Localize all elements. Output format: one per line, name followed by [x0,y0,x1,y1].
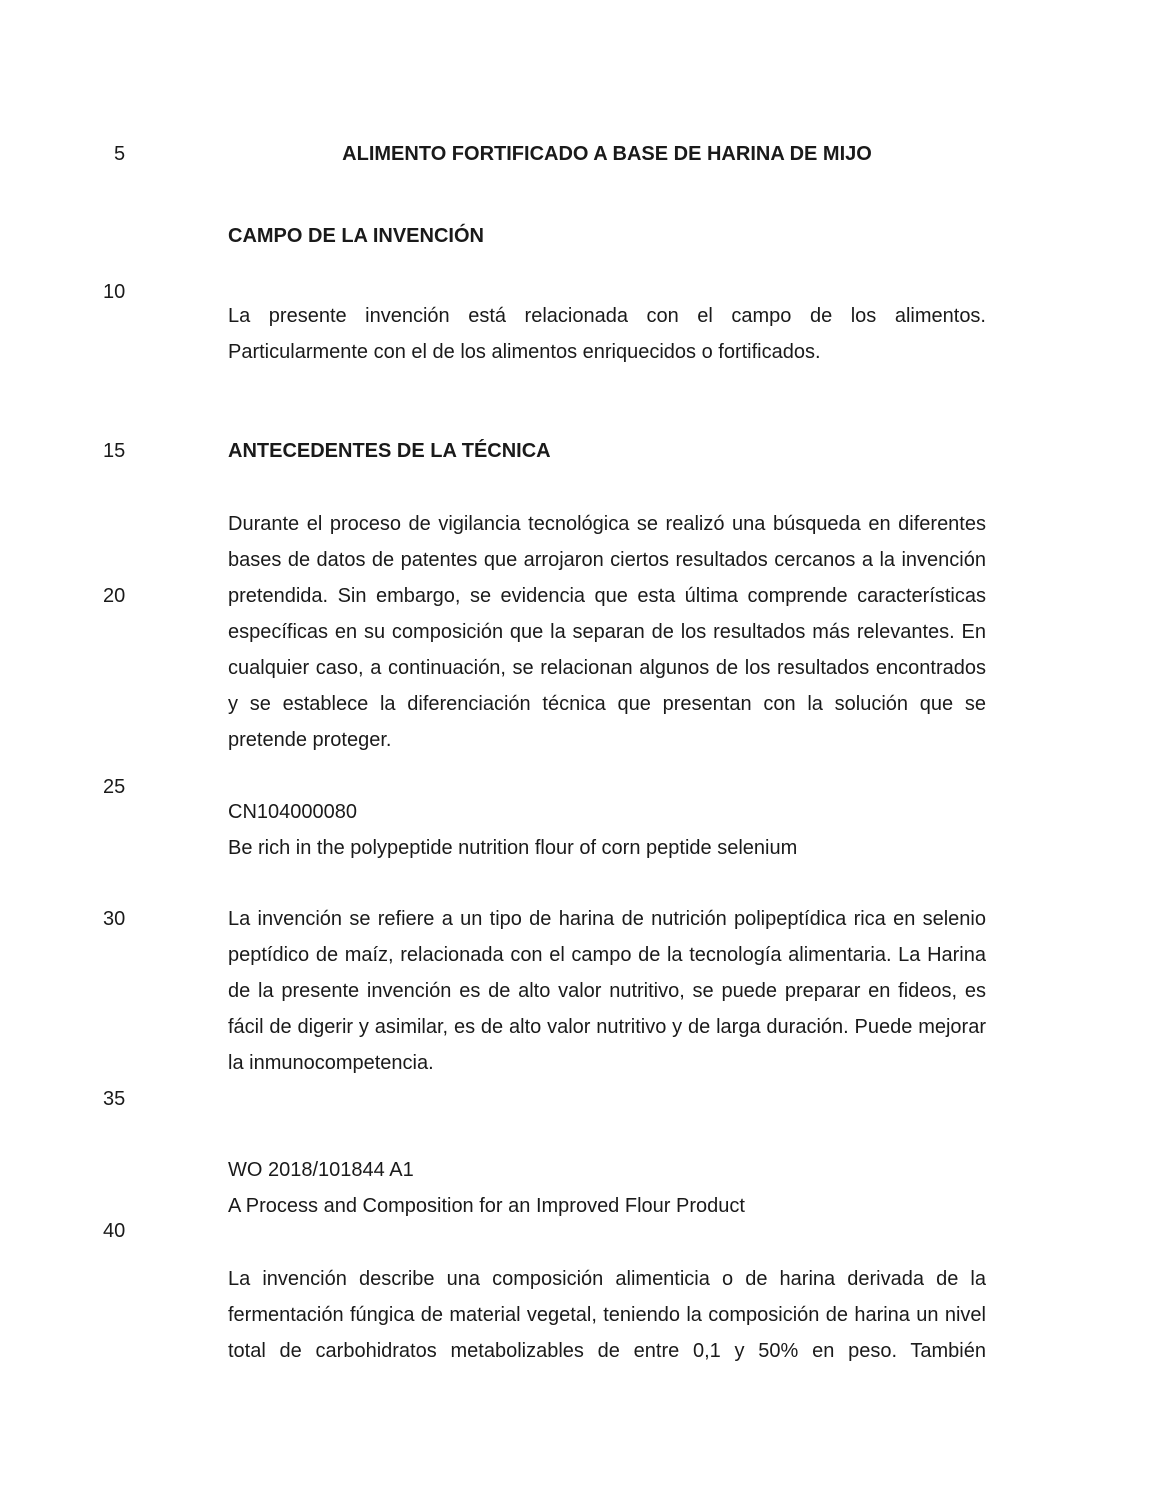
reference-number: WO 2018/101844 A1 [228,1159,414,1181]
section-heading-field: CAMPO DE LA INVENCIÓN [228,225,484,247]
line-number: 35 [103,1088,126,1110]
line-number: 40 [103,1220,126,1242]
background-paragraph: Durante el proceso de vigilancia tecnológica se realizó una búsqueda en diferentes bases de datos de patentes que arrojaron ciertos resultados cercanos a la invención pretendida. Sin embargo, se evidencia que esta última comprende características específicas en su composición que la separan de los resultados más relevantes. En cualquier caso, a continuación, se relacionan algunos de los resultados encontrados y se establece la diferenciación técnica que presentan con la solución que se pretende proteger. [228,513,986,751]
reference-summary: La invención describe una composición alimenticia o de harina derivada de la fermentación fúngica de material vegetal, teniendo la composición de harina un nivel total de carbohidratos metabolizables de entre 0,1 y 50% en peso. También [228,1268,986,1362]
line-number: 5 [114,143,126,165]
document-title: ALIMENTO FORTIFICADO A BASE DE HARINA DE MIJO [342,143,872,165]
line-number: 25 [103,776,126,798]
reference-title: A Process and Composition for an Improved Flour Product [228,1195,745,1217]
section-heading-background: ANTECEDENTES DE LA TÉCNICA [228,440,551,462]
reference-title: Be rich in the polypeptide nutrition flour of corn peptide selenium [228,837,798,859]
reference-number: CN104000080 [228,801,357,823]
line-number: 30 [103,908,126,930]
line-number: 15 [103,440,126,462]
line-number: 10 [103,281,126,303]
reference-summary: La invención se refiere a un tipo de harina de nutrición polipeptídica rica en selenio peptídico de maíz, relacionada con el campo de la tecnología alimentaria. La Harina de la presente invención es de alto valor nutritivo, se puede preparar en fideos, es fácil de digerir y asimilar, es de alto valor nutritivo y de larga duración. Puede mejorar la inmunocompetencia. [228,908,986,1074]
line-number: 20 [103,585,126,607]
field-paragraph: La presente invención está relacionada con el campo de los alimentos. Particularmente con el de los alimentos enriquecidos o fortificados. [228,305,986,363]
